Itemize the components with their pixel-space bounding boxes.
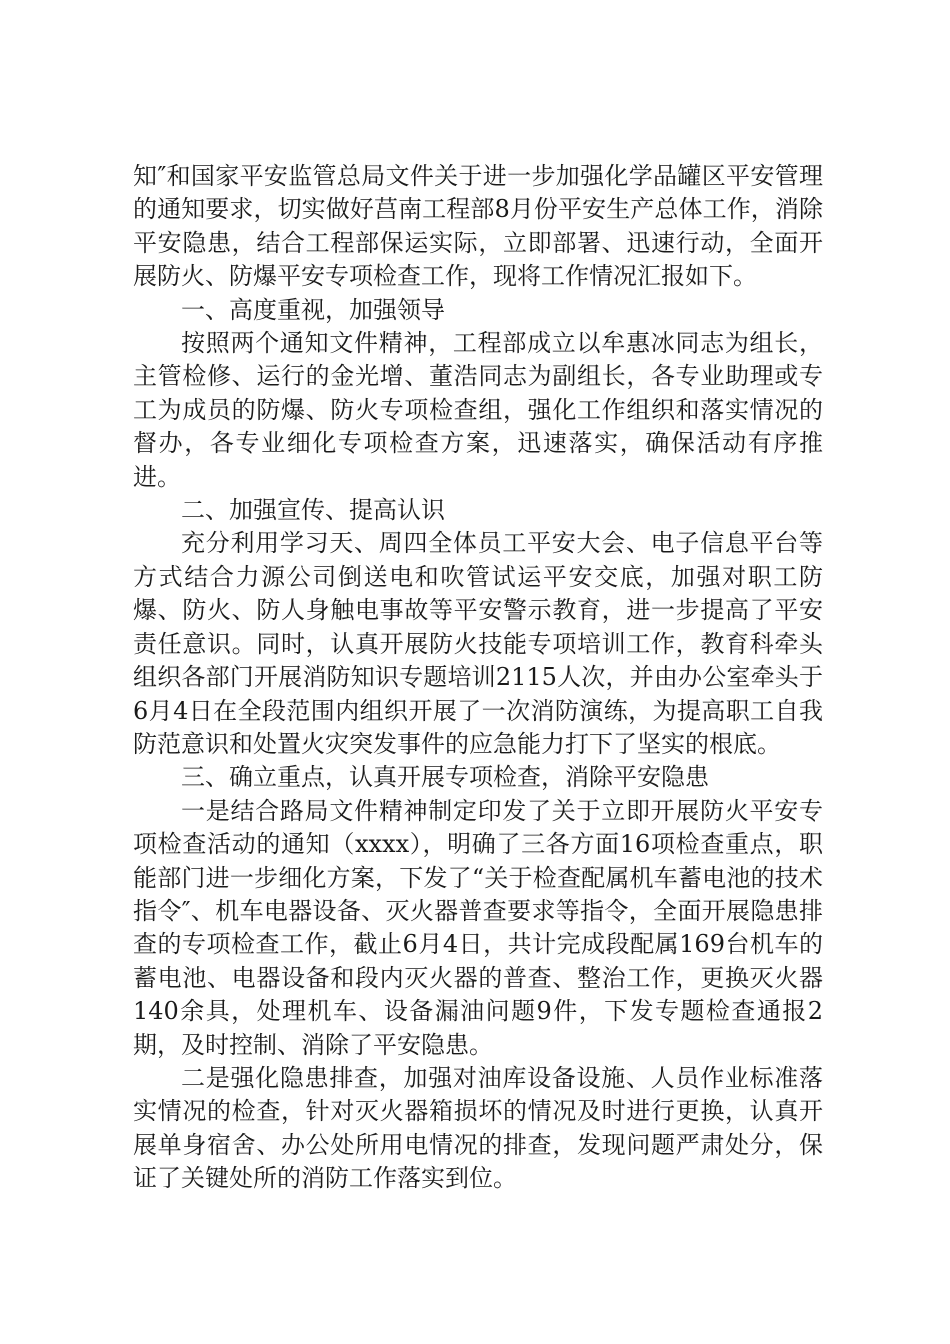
body-paragraph: 按照两个通知文件精神，工程部成立以牟惠冰同志为组长，主管检修、运行的金光增、董浩同志为副组长，各专业助理或专工为成员的防爆、防火专项检查组，强化工作组织和落实情况的督办，各专业细化专项检查方案，迅速落实，确保活动有序推进。 xyxy=(133,329,823,491)
section-heading-2: 二、加强宣传、提高认识 xyxy=(181,496,445,525)
section-heading-1: 一、高度重视，加强领导 xyxy=(181,295,445,324)
body-paragraph: 二是强化隐患排查，加强对油库设备设施、人员作业标准落实情况的检查，针对灭火器箱损坏的情况及时进行更换，认真开展单身宿舍、办公处所用电情况的排查，发现问题严肃处分，保证了关键处所的消防工作落实到位。 xyxy=(133,1063,823,1193)
body-paragraph: 一是结合路局文件精神制定印发了关于立即开展防火平安专项检查活动的通知（xxxx），明确了三各方面16项检查重点，职能部门进一步细化方案，下发了“关于检查配属机车蓄电池的技术指令″、机车电器设备、灭火器普查要求等指令，全面开展隐患排查的专项检查工作，截止6月4日，共计完成段配属169台机车的蓄电池、电器设备和段内灭火器的普查、整治工作，更换灭火器140余具，处理机车、设备漏油问题9件，下发专题检查通报2期，及时控制、消除了平安隐患。 xyxy=(133,796,823,1059)
document-body xyxy=(133,160,823,1196)
body-paragraph: 充分利用学习天、周四全体员工平安大会、电子信息平台等方式结合力源公司倒送电和吹管试运平安交底，加强对职工防爆、防火、防人身触电事故等平安警示教育，进一步提高了平安责任意识。同时，认真开展防火技能专项培训工作，教育科牵头组织各部门开展消防知识专题培训2115人次，并由办公室牵头于6月4日在全段范围内组织开展了一次消防演练，为提高职工自我防范意识和处置火灾突发事件的应急能力打下了坚实的根底。 xyxy=(133,529,823,758)
section-heading-3: 三、确立重点，认真开展专项检查，消除平安隐患 xyxy=(181,763,709,792)
body-paragraph: 知″和国家平安监管总局文件关于进一步加强化学品罐区平安管理的通知要求，切实做好莒南工程部8月份平安生产总体工作，消除平安隐患，结合工程部保运实际，立即部署、迅速行动，全面开展防火、防爆平安专项检查工作，现将工作情况汇报如下。 xyxy=(133,162,823,291)
